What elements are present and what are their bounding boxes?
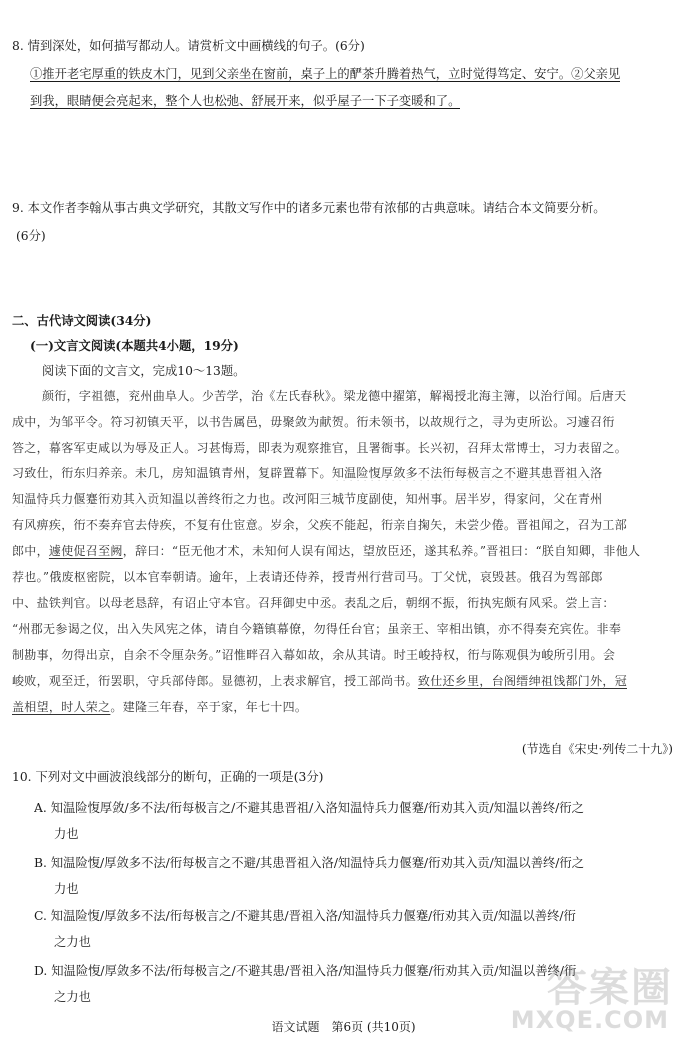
passage-line: 答之，幕客军吏咸以为辱及正人。习甚悔焉，即表为观察推官，且署衙事。长兴初，召拜太常博士，习力表留之。 [12,441,628,455]
passage-text: 。建隆三年春，卒于家，年七十四。 [110,700,308,714]
page-footer: 语文试题 第6页 (共10页) [271,1020,416,1034]
passage-text: 郎中， [12,544,49,558]
passage-line [12,490,602,507]
underlined-text: 盖相望，时人荣之 [12,700,111,714]
passage-text: 峻败，观至迁，衎罢职，守兵部侍郎。显德初，上表求解官，授工部尚书。 [12,674,418,688]
passage-source: (节选自《宋史·列传二十九》) [521,742,673,756]
passage-line: 有风痹疾，衎不奏弃官去侍疾，不复有仕宦意。岁余，父疾不能起，衎亲自掬矢，未尝少倦。晋祖闻之，召为工部 [12,518,628,532]
passage-line: 成中，为邹平令。符习初镇天平，以书告属邑，毋聚敛为献贺。衎未领书，以故规行之，寻为吏所讼。习遽召衎 [12,415,615,429]
option-c-line-1: C. 知温险愎/厚敛多不法/衎每极言之/不避其患/晋祖入洛/知温恃兵力偃蹇/衎劝其入贡/知温以善终/衎 [34,909,576,923]
logo-text: 答案圈 [547,965,673,1011]
passage-line [12,464,602,481]
passage-line [12,542,640,559]
underlined-text: 遽使促召至阙 [48,544,123,558]
q8-quote-line-2: 到我，眼睛便会亮起来，整个人也松弛、舒展开来，似乎屋子一下子变暖和了。 [30,94,461,108]
option-d-line-1: D. 知温险愎/厚敛多不法/衎每极言之/不避其患/晋祖入洛/知温恃兵力偃蹇/衎劝其入贡/知温以善终/衎 [34,964,577,978]
question-8: 8. 情到深处，如何描写都动人。请赏析文中画横线的句子。(6分) [12,39,365,53]
logo-url: MXQE.COM [510,1006,669,1034]
instruction: 阅读下面的文言文，完成10～13题。 [42,364,246,378]
option-d-line-2: 之力也 [54,990,91,1004]
question-10: 10. 下列对文中画波浪线部分的断句，正确的一项是(3分) [12,770,324,784]
passage-line: 颜衎，字祖德，兖州曲阜人。少苦学，治《左氏春秋》。梁龙德中擢第，解褐授北海主簿，以治行闻。后唐天 [42,389,627,403]
wavy-underlined-text: 知温恃兵力偃蹇衎劝其入贡知温以善终衎之力也 [12,492,271,506]
option-c-line-2: 之力也 [54,935,91,949]
option-b-line-1: B. 知温险愎/厚敛多不法/衎每极言之不避/其患晋祖入洛/知温恃兵力偃蹇/衎劝其入贡/知温以善终/衎之 [34,856,585,870]
q8-quote-line-1: ①推开老宅厚重的铁皮木门，见到父亲坐在窗前，桌子上的酽茶升腾着热气，立时觉得笃定、安宁。②父亲见 [30,67,621,81]
passage-text: 。改河阳三城节度副使，知州事。居半岁，得家问，父在青州 [270,492,603,506]
passage-line: 中、盐铁判官。以母老恳辞，有诏止守本官。召拜御史中丞。表乱之后，朝纲不振，衎执宪颇有风采。尝上言： [12,596,615,610]
option-a-line-1: A. 知温险愎厚敛/多不法/衎每极言之/不避其患晋祖/入洛知温恃兵力偃蹇/衎劝其入贡/知温以善终/衎之 [34,801,584,815]
passage-line [12,698,307,715]
option-b-line-2: 力也 [54,882,79,896]
passage-line: 制勘事，勿得出京，自余不令厘杂务。”诏惟畔召入幕如故，余从其请。时王峻持权，衎与陈观俱为峻所引用。会 [12,648,616,662]
option-a-line-2: 力也 [54,827,79,841]
passage-text: ，辞曰：“臣无他才术，未知何人误有闻达，望放臣还，遂其私养。”晋祖曰：“朕自知卿，非他人 [122,544,641,558]
section-subtitle: (一)文言文阅读(本题共4小题，19分) [30,338,239,353]
wavy-underlined-text: 知温险愎厚敛多不法衎每极言之不避其患晋祖入洛 [331,466,603,480]
section-title: 二、古代诗文阅读(34分) [12,313,152,328]
passage-line: 荐也。”俄废枢密院，以本官奉朝请。逾年，上表请还侍养，授青州行营司马。丁父忧，哀毁甚。俄召为驾部郎 [12,570,603,584]
watermark-logo [503,956,673,1036]
question-9: 9. 本文作者李翰从事古典文学研究，其散文写作中的诸多元素也带有浓郁的古典意味。请结合本文简要分析。 [12,201,606,215]
underlined-text: 致仕还乡里，台阁缙绅祖饯都门外，冠 [417,674,628,688]
passage-text: 习致仕，衎东归养亲。未几，房知温镇青州，复辟置幕下。 [12,466,332,480]
passage-line [12,672,627,689]
question-9-score: (6分) [16,229,46,243]
passage-line: “州郡无参谒之仪，出入失风宪之体，请自今籍镇幕僚，勿得任台官；虽亲王、宰相出镇，亦不得奏充宾佐。非奉 [12,622,622,636]
